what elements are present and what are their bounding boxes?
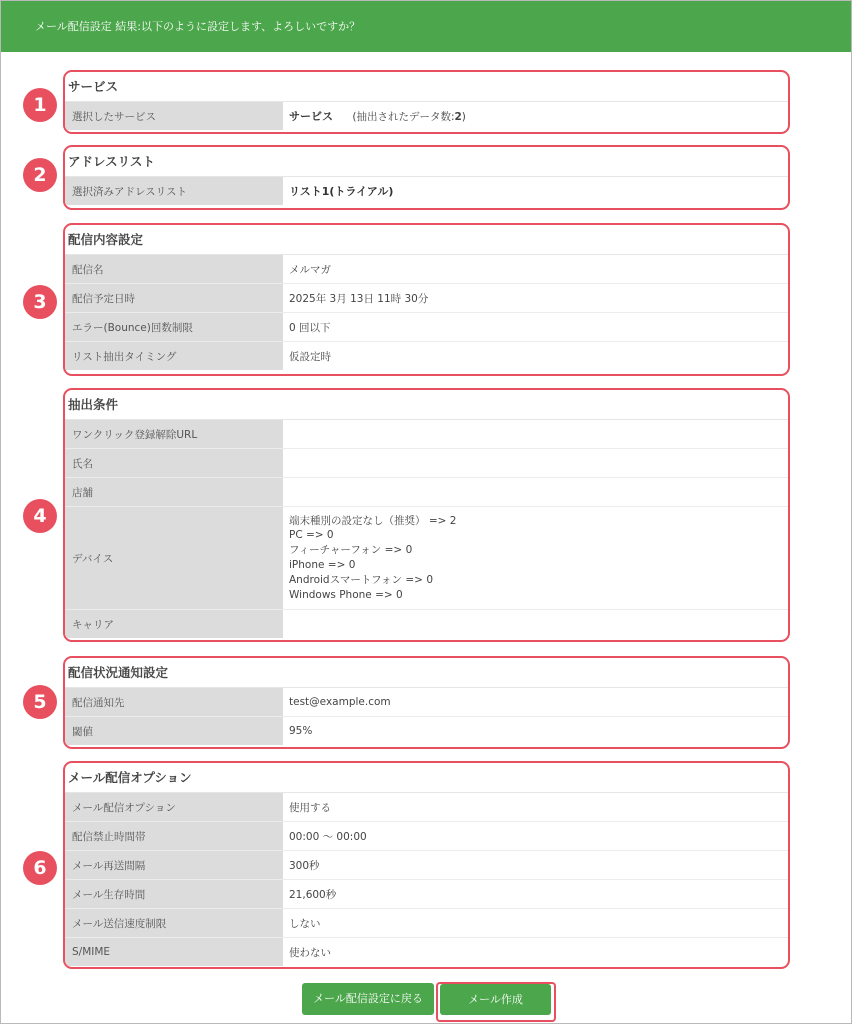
row-value: 使わない [289,946,331,959]
step-badge-2: 2 [23,158,57,192]
service-value-cell [283,102,788,130]
page-header [1,1,851,52]
extraction-conditions-table [65,420,788,638]
row-label: 閾値 [65,717,283,746]
notification-settings-section [63,656,790,749]
extraction-conditions-title: 抽出条件 [65,390,788,420]
table-row [65,255,788,284]
row-label: 氏名 [65,449,283,478]
row-value [283,420,788,449]
step-badge-3: 3 [23,285,57,319]
row-label: 配信通知先 [65,688,283,717]
row-value: 0 回以下 [283,313,788,342]
service-section [63,70,790,134]
table-row [65,688,788,717]
table-row [65,507,788,610]
row-value: 95% [289,725,313,737]
device-line: Androidスマートフォン => 0 [289,573,433,586]
extracted-count: (抽出されたデータ数:2) [352,111,466,123]
service-table [65,102,788,130]
table-row [65,938,788,967]
back-to-settings-button[interactable]: メール配信設定に戻る [302,983,434,1015]
device-line: iPhone => 0 [289,559,356,571]
device-label: デバイス [65,507,283,610]
row-value [283,478,788,507]
table-row [65,822,788,851]
page-title: メール配信設定 結果:以下のように設定します、よろしいですか？ [35,20,361,33]
content-settings-section [63,223,790,376]
row-value: しない [283,909,788,938]
table-row [65,177,788,205]
service-value: サービス [289,110,333,123]
row-label: S/MIME [65,938,283,967]
step-badge-1: 1 [23,88,57,122]
content-settings-table [65,255,788,370]
row-label: エラー(Bounce)回数制限 [65,313,283,342]
row-label: メール再送間隔 [65,851,283,880]
table-row [65,102,788,130]
table-row [65,909,788,938]
row-value: 21,600秒 [283,880,788,909]
carrier-value [283,610,788,639]
row-value: 2025年 3月 13日 11時 30分 [283,284,788,313]
row-label: 配信名 [65,255,283,284]
notification-settings-title: 配信状況通知設定 [65,658,788,688]
row-label: 配信禁止時間帯 [65,822,283,851]
row-value: 00:00 ～ 00:00 [283,822,788,851]
row-value: 300秒 [283,851,788,880]
table-row [65,880,788,909]
create-mail-button[interactable]: メール作成 [440,984,551,1015]
device-value-cell [283,507,788,610]
content-settings-title: 配信内容設定 [65,225,788,255]
address-list-section-title: アドレスリスト [65,147,788,177]
mail-options-section [63,761,790,969]
table-row [65,610,788,639]
address-list-value-cell [283,177,788,205]
address-list-table [65,177,788,205]
step-badge-6: 6 [23,851,57,885]
row-label: ワンクリック登録解除URL [65,420,283,449]
table-row [65,717,788,746]
table-row [65,284,788,313]
table-row [65,449,788,478]
table-row [65,420,788,449]
address-list-section [63,145,790,210]
row-value: メルマガ [283,255,788,284]
address-list-label: 選択済みアドレスリスト [65,177,283,205]
row-value: 仮設定時 [289,350,331,363]
notification-settings-table [65,688,788,745]
device-line: PC => 0 [289,529,334,542]
step-badge-5: 5 [23,685,57,719]
row-label: 配信予定日時 [65,284,283,313]
device-line: 端末種別の設定なし（推奨） => 2 [289,514,457,527]
table-row [65,478,788,507]
extraction-conditions-section [63,388,790,642]
service-section-title: サービス [65,72,788,102]
row-label: メール生存時間 [65,880,283,909]
address-list-value: リスト1(トライアル) [289,185,394,198]
device-line: フィーチャーフォン => 0 [289,544,413,557]
row-value: test@example.com [283,688,788,717]
table-row [65,793,788,822]
row-label: メール送信速度制限 [65,909,283,938]
step-badge-4: 4 [23,499,57,533]
carrier-label: キャリア [65,610,283,639]
mail-options-title: メール配信オプション [65,763,788,793]
mail-options-table [65,793,788,966]
service-label: 選択したサービス [65,102,283,130]
device-line: Windows Phone => 0 [289,588,403,601]
table-row [65,313,788,342]
row-label: メール配信オプション [65,793,283,822]
row-label: リスト抽出タイミング [65,342,283,371]
row-label: 店舗 [65,478,283,507]
table-row [65,851,788,880]
row-value: 使用する [283,793,788,822]
row-value [283,449,788,478]
table-row [65,342,788,371]
